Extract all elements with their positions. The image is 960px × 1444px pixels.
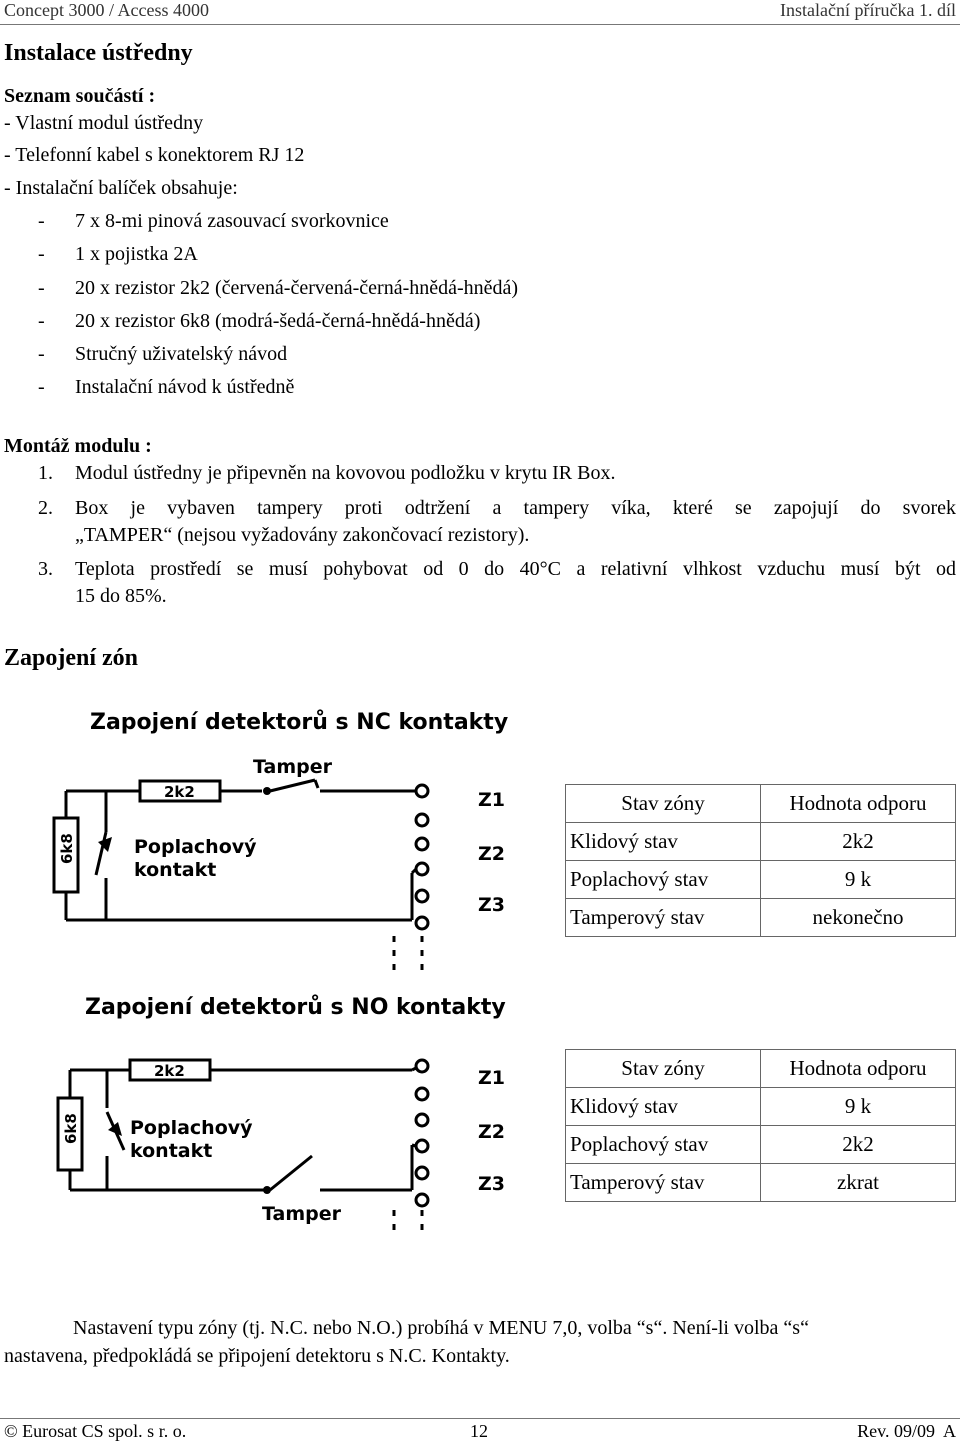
sub-dash: - xyxy=(38,210,45,232)
mounting-heading: Montáž modulu : xyxy=(4,435,152,457)
table-cell: Tamperový stav xyxy=(566,1164,761,1202)
nc-alarm-label-2: kontakt xyxy=(134,859,217,881)
header-rule xyxy=(0,24,960,25)
nc-tamper-label: Tamper xyxy=(253,756,332,778)
table-cell: Poplachový stav xyxy=(566,1126,761,1164)
step-text: Teplota prostředí se musí pohybovat od 0 do 40°C a relativní vlhkost vzduchu musí být od xyxy=(75,558,956,580)
step-text: Box je vybaven tampery proti odtržení a tampery víka, které se zapojují do svorek xyxy=(75,497,956,519)
sub-list-item: Stručný uživatelský návod xyxy=(75,343,288,365)
sub-list-item: 20 x rezistor 2k2 (červená-červená-černá-hnědá-hnědá) xyxy=(75,277,519,299)
table-header-cell: Hodnota odporu xyxy=(761,1050,956,1088)
table-header-row xyxy=(566,785,956,823)
sub-list-item: 1 x pojistka 2A xyxy=(75,243,198,265)
no-resistor-2k2-label: 2k2 xyxy=(154,1062,185,1080)
sub-dash: - xyxy=(38,343,45,365)
sub-dash: - xyxy=(38,243,45,265)
footer-left: © Eurosat CS spol. s r. o. xyxy=(4,1421,187,1441)
list-item: - Instalační balíček obsahuje: xyxy=(4,177,238,199)
table-row xyxy=(566,1164,956,1202)
table-cell: 9 k xyxy=(761,861,956,899)
no-zone-z1: Z1 xyxy=(478,1067,505,1089)
page-number: 12 xyxy=(470,1421,488,1441)
table-cell: zkrat xyxy=(761,1164,956,1202)
table-row xyxy=(566,1126,956,1164)
table-row xyxy=(566,861,956,899)
nc-zone-z1: Z1 xyxy=(478,789,505,811)
table-cell: nekonečno xyxy=(761,899,956,937)
no-alarm-label-1: Poplachový xyxy=(130,1117,253,1139)
no-zone-z2: Z2 xyxy=(478,1121,505,1143)
no-alarm-label-2: kontakt xyxy=(130,1140,213,1162)
zone-type-note-line-2: nastavena, předpokládá se připojení detektoru s N.C. Kontakty. xyxy=(4,1345,510,1367)
table-row xyxy=(566,823,956,861)
sub-list-item: Instalační návod k ústředně xyxy=(75,376,295,398)
no-tamper-label: Tamper xyxy=(262,1203,341,1225)
nc-resistor-6k8-label: 6k8 xyxy=(58,833,76,864)
nc-alarm-label-1: Poplachový xyxy=(134,836,257,858)
step-text-cont: „TAMPER“ (nejsou vyžadovány zakončovací rezistory). xyxy=(75,524,530,546)
sub-dash: - xyxy=(38,376,45,398)
nc-wiring-diagram xyxy=(0,740,540,970)
step-text-cont: 15 do 85%. xyxy=(75,585,167,607)
header-right: Instalační příručka 1. díl xyxy=(780,0,956,20)
table-cell: Tamperový stav xyxy=(566,899,761,937)
table-row xyxy=(566,899,956,937)
step-text: Modul ústředny je připevněn na kovovou podložku v krytu IR Box. xyxy=(75,462,616,484)
table-cell: 2k2 xyxy=(761,1126,956,1164)
step-number: 2. xyxy=(38,497,53,519)
no-zone-z3: Z3 xyxy=(478,1173,505,1195)
parts-heading: Seznam součástí : xyxy=(4,85,156,107)
header-left: Concept 3000 / Access 4000 xyxy=(4,0,209,20)
tamper-switch xyxy=(270,780,315,791)
table-cell: Klidový stav xyxy=(566,1088,761,1126)
nc-resistor-2k2-label: 2k2 xyxy=(164,783,195,801)
table-row xyxy=(566,1088,956,1126)
nc-diagram-title: Zapojení detektorů s NC kontakty xyxy=(90,710,509,735)
footer-rule xyxy=(0,1418,960,1419)
sub-dash: - xyxy=(38,310,45,332)
table-header-row xyxy=(566,1050,956,1088)
sub-list-item: 20 x rezistor 6k8 (modrá-šedá-černá-hnědá-hnědá) xyxy=(75,310,481,332)
nc-zone-z3: Z3 xyxy=(478,894,505,916)
tamper-switch xyxy=(270,1156,312,1190)
page-title: Instalace ústředny xyxy=(4,40,193,66)
alarm-contact xyxy=(96,832,106,875)
no-diagram-title: Zapojení detektorů s NO kontakty xyxy=(85,995,506,1020)
step-number: 3. xyxy=(38,558,53,580)
table-header-cell: Hodnota odporu xyxy=(761,785,956,823)
nc-resistance-table xyxy=(565,784,956,937)
table-cell: Klidový stav xyxy=(566,823,761,861)
table-header-cell: Stav zóny xyxy=(566,785,761,823)
zone-type-note-line-1: Nastavení typu zóny (tj. N.C. nebo N.O.) probíhá v MENU 7,0, volba “s“. Není-li volba “s“ xyxy=(73,1317,809,1339)
table-header-cell: Stav zóny xyxy=(566,1050,761,1088)
no-wiring-diagram xyxy=(0,1030,540,1230)
footer-right: Rev. 09/09 A xyxy=(857,1421,956,1441)
zones-heading: Zapojení zón xyxy=(4,645,139,671)
nc-zone-z2: Z2 xyxy=(478,843,505,865)
step-number: 1. xyxy=(38,462,53,484)
no-resistor-6k8-label: 6k8 xyxy=(62,1113,80,1144)
list-item: - Telefonní kabel s konektorem RJ 12 xyxy=(4,144,305,166)
table-cell: 9 k xyxy=(761,1088,956,1126)
sub-dash: - xyxy=(38,277,45,299)
sub-list-item: 7 x 8-mi pinová zasouvací svorkovnice xyxy=(75,210,389,232)
list-item: - Vlastní modul ústředny xyxy=(4,112,204,134)
table-cell: Poplachový stav xyxy=(566,861,761,899)
no-resistance-table xyxy=(565,1049,956,1202)
table-cell: 2k2 xyxy=(761,823,956,861)
